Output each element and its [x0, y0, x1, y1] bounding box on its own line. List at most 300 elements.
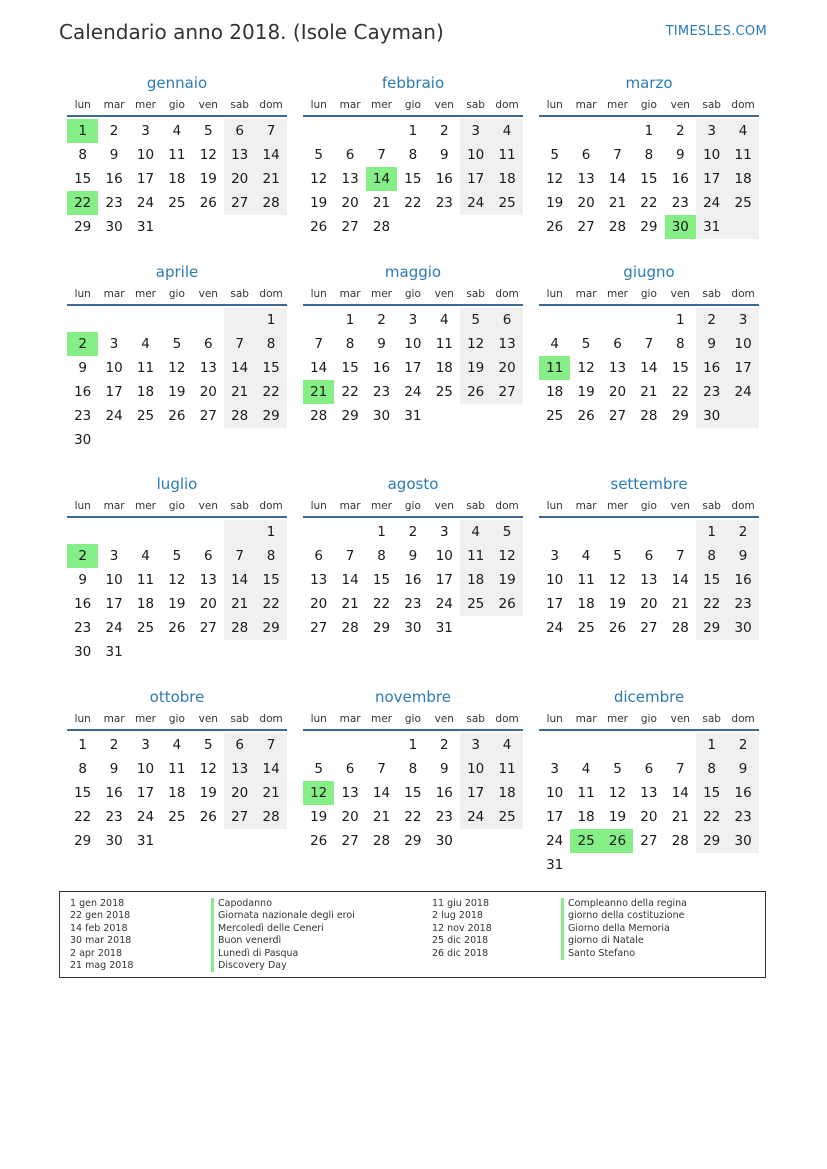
day-cell: 17	[467, 171, 485, 187]
day-cell: 6	[581, 147, 591, 163]
day-cell: 21	[231, 596, 249, 612]
day-cell: 17	[136, 785, 155, 801]
month-giugno	[539, 262, 759, 462]
day-cell: 17	[435, 572, 453, 588]
day-cell: 26	[577, 408, 595, 424]
day-cell: 19	[608, 596, 627, 612]
holiday-date: 14 feb 2018	[70, 922, 128, 934]
month-name: giugno	[623, 263, 675, 281]
day-cell: 11	[577, 785, 595, 801]
day-cell: 5	[613, 548, 622, 564]
day-cell: 31	[136, 833, 155, 849]
day-cell: 22	[404, 809, 422, 825]
day-cell: 2	[377, 312, 386, 328]
day-cell: 7	[345, 548, 355, 564]
day-cell: 18	[467, 572, 485, 588]
day-cell: 13	[640, 572, 658, 588]
day-cell: 6	[613, 336, 622, 352]
day-cell: 10	[404, 336, 422, 352]
weekday-label: gio	[640, 500, 657, 512]
day-cell: 28	[341, 620, 359, 636]
day-cell: 15	[262, 572, 280, 588]
month-luglio	[67, 474, 287, 674]
weekday-label: sab	[466, 99, 485, 111]
day-cell: 26	[199, 809, 217, 825]
holiday-day-cell: 25	[570, 829, 601, 853]
day-cell: 26	[199, 195, 217, 211]
day-cell: 31	[136, 219, 155, 235]
day-cell: 29	[341, 408, 359, 424]
day-cell: 31	[435, 620, 453, 636]
day-cell: 18	[168, 171, 186, 187]
day-cell: 18	[136, 384, 155, 400]
day-cell: 4	[581, 761, 591, 777]
weekday-label: sab	[466, 288, 485, 300]
day-cell: 20	[640, 596, 658, 612]
day-cell: 11	[734, 147, 752, 163]
month-gennaio	[67, 73, 287, 273]
weekday-label: sab	[230, 500, 249, 512]
month-novembre	[303, 687, 523, 887]
day-cell: 20	[341, 195, 359, 211]
weekday-label: dom	[731, 288, 755, 300]
day-cell: 6	[203, 336, 213, 352]
month-name: aprile	[155, 263, 199, 281]
day-cell: 3	[707, 123, 716, 139]
day-cell: 29	[74, 219, 92, 235]
holidays-list	[59, 891, 766, 978]
day-cell: 13	[498, 336, 516, 352]
holiday-day-cell: 12	[303, 781, 334, 805]
day-cell: 6	[502, 312, 512, 328]
month-name: marzo	[625, 74, 673, 92]
month-febbraio	[303, 73, 523, 273]
holiday-date: 22 gen 2018	[70, 910, 131, 922]
day-cell: 11	[498, 147, 516, 163]
day-cell: 28	[231, 408, 249, 424]
day-cell: 17	[467, 785, 485, 801]
day-cell: 25	[498, 809, 516, 825]
day-cell: 5	[314, 147, 323, 163]
day-cell: 10	[105, 360, 123, 376]
day-cell: 20	[577, 195, 595, 211]
day-cell: 6	[235, 123, 244, 139]
day-cell: 2	[439, 737, 449, 753]
day-cell: 30	[404, 620, 422, 636]
weekday-label: ven	[670, 500, 690, 512]
weekday-label: dom	[259, 713, 283, 725]
day-cell: 12	[498, 548, 516, 564]
day-cell: 13	[231, 761, 249, 777]
day-cell: 12	[199, 147, 217, 163]
month-name: novembre	[375, 688, 451, 706]
day-cell: 23	[74, 408, 92, 424]
day-cell: 1	[345, 312, 355, 328]
weekday-label: dom	[495, 288, 519, 300]
day-cell: 16	[372, 360, 391, 376]
day-cell: 15	[404, 785, 422, 801]
day-cell: 27	[577, 219, 595, 235]
day-cell: 16	[734, 572, 752, 588]
day-cell: 10	[435, 548, 453, 564]
day-cell: 2	[707, 312, 716, 328]
day-cell: 17	[105, 384, 123, 400]
day-cell: 4	[439, 312, 449, 328]
day-cell: 18	[734, 171, 752, 187]
day-cell: 31	[703, 219, 721, 235]
weekday-label: mar	[339, 713, 361, 725]
header-divider	[67, 115, 287, 117]
day-cell: 22	[262, 384, 280, 400]
day-cell: 23	[703, 384, 721, 400]
weekday-label: gio	[168, 288, 185, 300]
day-cell: 15	[341, 360, 359, 376]
day-cell: 21	[372, 195, 391, 211]
day-cell: 13	[577, 171, 595, 187]
day-cell: 11	[577, 572, 595, 588]
day-cell: 29	[262, 620, 280, 636]
day-cell: 24	[546, 620, 564, 636]
day-cell: 8	[408, 761, 418, 777]
day-cell: 29	[74, 833, 92, 849]
weekday-label: gio	[168, 713, 185, 725]
month-name: agosto	[387, 475, 439, 493]
day-cell: 30	[734, 620, 752, 636]
month-aprile	[67, 262, 287, 462]
day-cell: 28	[608, 219, 627, 235]
holiday-name: Compleanno della regina	[568, 898, 687, 909]
day-cell: 18	[498, 785, 516, 801]
weekday-label: dom	[495, 713, 519, 725]
day-cell: 15	[404, 171, 422, 187]
weekday-label: gio	[168, 99, 185, 111]
day-cell: 7	[613, 147, 622, 163]
day-cell: 9	[738, 761, 748, 777]
day-cell: 15	[74, 171, 92, 187]
weekday-label: mer	[134, 99, 156, 111]
day-cell: 27	[231, 809, 249, 825]
weekday-label: mar	[339, 99, 361, 111]
day-cell: 24	[136, 195, 155, 211]
day-cell: 20	[231, 171, 249, 187]
day-cell: 9	[408, 548, 418, 564]
weekday-header	[67, 286, 287, 302]
day-cell: 5	[203, 737, 213, 753]
day-cell: 8	[707, 761, 716, 777]
day-cell: 20	[231, 785, 249, 801]
day-cell: 28	[671, 620, 689, 636]
day-cell: 7	[266, 737, 276, 753]
day-cell: 12	[577, 360, 595, 376]
day-cell: 4	[141, 336, 150, 352]
day-cell: 19	[608, 809, 627, 825]
day-cell: 9	[439, 147, 449, 163]
day-cell: 9	[109, 147, 119, 163]
day-cell: 7	[675, 548, 685, 564]
day-cell: 19	[168, 384, 186, 400]
day-cell: 1	[266, 524, 276, 540]
day-cell: 19	[199, 785, 217, 801]
day-cell: 7	[377, 147, 386, 163]
day-cell: 28	[262, 195, 280, 211]
day-cell: 23	[734, 596, 752, 612]
weekday-label: gio	[404, 288, 421, 300]
day-cell: 1	[707, 524, 716, 540]
day-cell: 12	[168, 572, 186, 588]
day-cell: 5	[613, 761, 622, 777]
day-cell: 30	[105, 219, 123, 235]
day-cell: 12	[546, 171, 564, 187]
day-cell: 25	[136, 620, 155, 636]
holiday-name: Giornata nazionale degli eroi	[218, 910, 355, 922]
day-cell: 22	[404, 195, 422, 211]
holiday-date: 11 giu 2018	[432, 898, 489, 909]
day-cell: 3	[550, 548, 559, 564]
day-cell: 27	[341, 219, 359, 235]
holiday-day-cell: 21	[303, 380, 334, 404]
day-cell: 17	[546, 809, 564, 825]
holiday-day-cell: 2	[67, 332, 98, 356]
weekday-header	[539, 711, 759, 727]
day-cell: 29	[262, 408, 280, 424]
day-cell: 6	[345, 761, 355, 777]
day-cell: 18	[546, 384, 564, 400]
month-name: maggio	[384, 263, 442, 281]
day-cell: 13	[199, 572, 217, 588]
day-cell: 31	[546, 857, 564, 873]
day-cell: 9	[738, 548, 748, 564]
holiday-day-cell: 30	[665, 215, 696, 239]
day-cell: 18	[435, 360, 453, 376]
day-cell: 26	[310, 219, 328, 235]
day-cell: 25	[168, 809, 186, 825]
day-cell: 22	[671, 384, 689, 400]
month-agosto	[303, 474, 523, 674]
day-cell: 24	[703, 195, 721, 211]
day-cell: 11	[498, 761, 516, 777]
day-cell: 29	[404, 833, 422, 849]
day-cell: 1	[377, 524, 386, 540]
day-cell: 19	[168, 596, 186, 612]
month-name: dicembre	[613, 688, 685, 706]
day-cell: 15	[671, 360, 689, 376]
weekday-label: mer	[606, 288, 628, 300]
weekday-header	[67, 711, 287, 727]
weekday-label: mer	[134, 500, 156, 512]
holiday-day-cell: 26	[602, 829, 633, 853]
day-cell: 9	[78, 572, 87, 588]
day-cell: 12	[310, 171, 328, 187]
day-cell: 21	[671, 809, 689, 825]
day-cell: 3	[738, 312, 748, 328]
holiday-day-cell: 14	[366, 167, 397, 191]
day-cell: 30	[74, 432, 92, 448]
weekday-header	[539, 498, 759, 514]
weekday-label: lun	[546, 713, 563, 725]
day-cell: 6	[644, 548, 654, 564]
day-cell: 6	[314, 548, 323, 564]
day-cell: 21	[640, 384, 658, 400]
day-cell: 28	[640, 408, 658, 424]
weekday-label: dom	[495, 99, 519, 111]
weekday-label: mer	[606, 500, 628, 512]
holiday-name: giorno di Natale	[568, 935, 644, 947]
holiday-date: 2 apr 2018	[70, 947, 123, 959]
weekday-label: mer	[134, 713, 156, 725]
weekday-label: lun	[310, 288, 327, 300]
day-cell: 8	[345, 336, 355, 352]
day-cell: 8	[644, 147, 654, 163]
day-cell: 12	[168, 360, 186, 376]
weekday-header	[303, 711, 523, 727]
day-cell: 16	[404, 572, 422, 588]
day-cell: 23	[105, 809, 123, 825]
weekday-header	[303, 97, 523, 113]
weekday-label: mer	[134, 288, 156, 300]
holiday-day-cell: 11	[539, 356, 570, 380]
day-cell: 16	[734, 785, 752, 801]
day-cell: 2	[408, 524, 418, 540]
day-cell: 3	[109, 336, 119, 352]
day-cell: 23	[74, 620, 92, 636]
weekday-label: ven	[670, 99, 690, 111]
header-divider	[539, 115, 759, 117]
day-cell: 29	[372, 620, 391, 636]
day-cell: 13	[231, 147, 249, 163]
weekday-label: lun	[310, 500, 327, 512]
holiday-date: 1 gen 2018	[70, 898, 125, 909]
day-cell: 8	[266, 548, 276, 564]
day-cell: 20	[341, 809, 359, 825]
weekday-label: mar	[339, 500, 361, 512]
day-cell: 21	[341, 596, 359, 612]
day-cell: 28	[372, 219, 391, 235]
day-cell: 25	[546, 408, 564, 424]
day-cell: 17	[546, 596, 564, 612]
weekday-label: dom	[259, 288, 283, 300]
day-cell: 7	[675, 761, 685, 777]
day-cell: 10	[546, 785, 564, 801]
weekday-header	[539, 97, 759, 113]
day-cell: 9	[675, 147, 685, 163]
holiday-date: 26 dic 2018	[432, 947, 489, 959]
day-cell: 14	[262, 761, 280, 777]
month-name: febbraio	[381, 74, 445, 92]
day-cell: 16	[105, 171, 123, 187]
day-cell: 6	[235, 737, 244, 753]
weekday-header	[303, 498, 523, 514]
day-cell: 26	[168, 620, 186, 636]
day-cell: 7	[266, 123, 276, 139]
day-cell: 25	[467, 596, 485, 612]
month-settembre	[539, 474, 759, 674]
day-cell: 8	[408, 147, 418, 163]
day-cell: 21	[671, 596, 689, 612]
day-cell: 9	[377, 336, 386, 352]
header-divider	[67, 304, 287, 306]
holiday-name: Giorno della Memoria	[568, 922, 670, 934]
day-cell: 4	[172, 737, 182, 753]
weekday-label: lun	[310, 99, 327, 111]
day-cell: 4	[141, 548, 150, 564]
month-marzo	[539, 73, 759, 273]
day-cell: 3	[471, 737, 480, 753]
holiday-day-cell: 2	[67, 544, 98, 568]
weekday-label: gio	[640, 288, 657, 300]
day-cell: 11	[435, 336, 453, 352]
weekday-label: gio	[168, 500, 185, 512]
day-cell: 21	[372, 809, 391, 825]
day-cell: 26	[168, 408, 186, 424]
holiday-dates-right	[432, 898, 492, 960]
day-cell: 6	[345, 147, 355, 163]
weekday-label: lun	[74, 288, 91, 300]
day-cell: 22	[703, 596, 721, 612]
day-cell: 10	[136, 761, 155, 777]
month-dicembre	[539, 687, 759, 887]
day-cell: 4	[502, 737, 512, 753]
day-cell: 11	[168, 147, 186, 163]
day-cell: 10	[703, 147, 721, 163]
day-cell: 25	[734, 195, 752, 211]
holiday-name: Santo Stefano	[568, 947, 636, 959]
day-cell: 23	[435, 195, 453, 211]
day-cell: 11	[467, 548, 485, 564]
page-title: Calendario anno 2018. (Isole Cayman)	[59, 20, 444, 44]
weekday-label: ven	[198, 500, 218, 512]
weekday-label: lun	[546, 500, 563, 512]
day-cell: 30	[435, 833, 453, 849]
day-cell: 27	[231, 195, 249, 211]
month-maggio	[303, 262, 523, 462]
brand-link[interactable]: TIMESLES.COM	[665, 24, 767, 39]
weekday-label: mar	[575, 288, 597, 300]
day-cell: 23	[105, 195, 123, 211]
day-cell: 1	[707, 737, 716, 753]
day-cell: 10	[136, 147, 155, 163]
day-cell: 18	[498, 171, 516, 187]
weekday-header	[67, 97, 287, 113]
day-cell: 21	[262, 171, 280, 187]
day-cell: 24	[136, 809, 155, 825]
day-cell: 2	[439, 123, 449, 139]
weekday-label: gio	[404, 713, 421, 725]
day-cell: 14	[671, 785, 689, 801]
holiday-date: 21 mag 2018	[70, 960, 134, 972]
day-cell: 15	[640, 171, 658, 187]
day-cell: 27	[640, 833, 658, 849]
day-cell: 3	[141, 737, 150, 753]
weekday-label: lun	[546, 99, 563, 111]
holiday-name: Buon venerdì	[218, 935, 282, 947]
day-cell: 19	[199, 171, 217, 187]
weekday-label: ven	[434, 500, 454, 512]
day-cell: 23	[734, 809, 752, 825]
month-name: settembre	[610, 475, 688, 493]
day-cell: 27	[608, 408, 627, 424]
weekday-label: sab	[702, 288, 721, 300]
day-cell: 22	[341, 384, 359, 400]
day-cell: 4	[581, 548, 591, 564]
day-cell: 15	[703, 572, 721, 588]
day-cell: 5	[502, 524, 512, 540]
day-cell: 8	[78, 147, 87, 163]
weekday-label: ven	[670, 288, 690, 300]
day-cell: 4	[502, 123, 512, 139]
day-cell: 26	[546, 219, 564, 235]
day-cell: 14	[640, 360, 658, 376]
day-cell: 14	[372, 785, 391, 801]
